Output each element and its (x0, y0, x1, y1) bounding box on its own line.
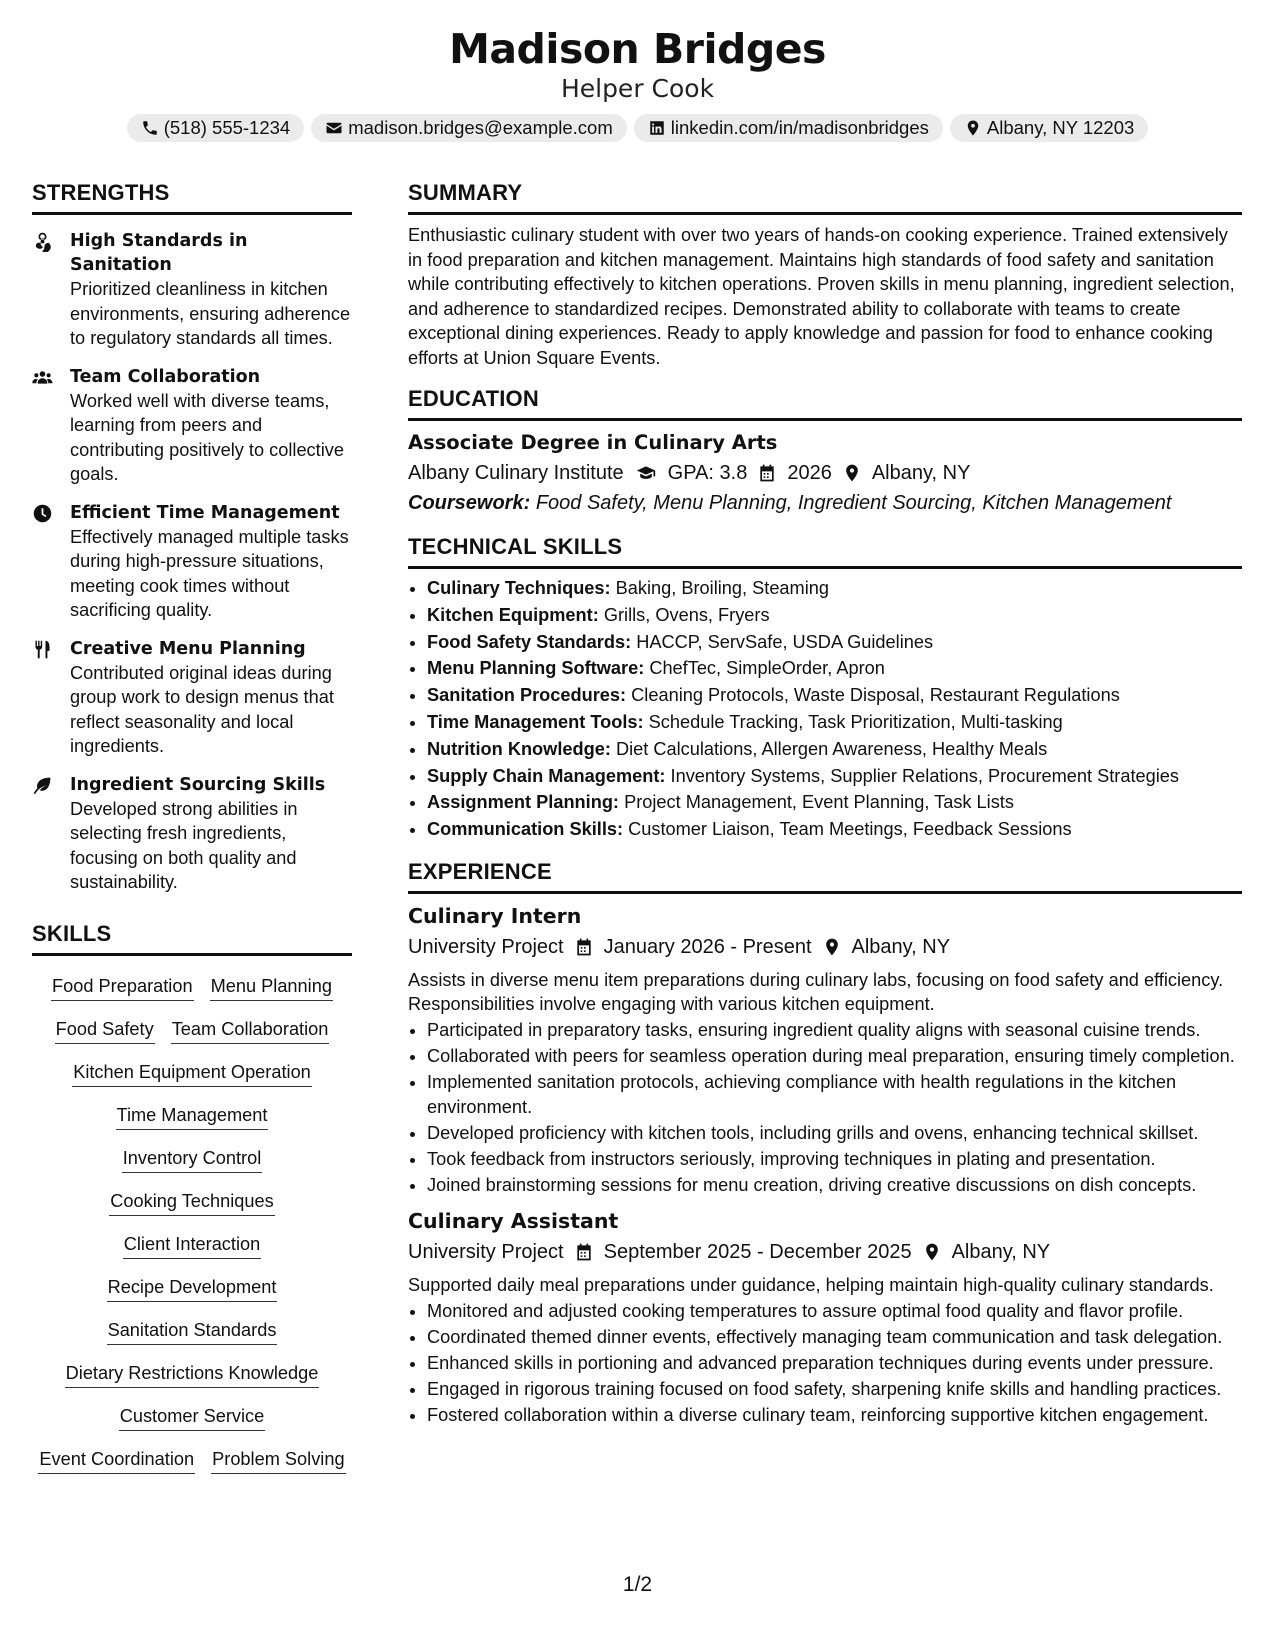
education-meta (408, 458, 1242, 488)
job-entry (408, 1207, 1242, 1428)
strengths-heading: STRENGTHS (32, 180, 352, 215)
skill-tag: Food Preparation (51, 972, 194, 1001)
job-entry (408, 902, 1242, 1198)
leaf-icon (32, 775, 53, 796)
biohazard-icon (32, 231, 53, 252)
calendar-icon (574, 937, 594, 957)
job-bullet: • Developed proficiency with kitchen tools, including grills and ovens, enhancing technical skillset. (427, 1121, 1242, 1146)
strength-title: Ingredient Sourcing Skills (70, 774, 326, 795)
technical-skills-list (408, 575, 1242, 843)
contact-location[interactable] (950, 114, 1148, 142)
job-bullet: • Engaged in rigorous training focused on food safety, sharpening knife skills and handling practices. (427, 1377, 1242, 1402)
contact-phone-text: (518) 555-1234 (163, 117, 291, 138)
strength-title: Creative Menu Planning (70, 638, 306, 659)
candidate-name: Madison Bridges (449, 25, 826, 73)
skill-tag: Food Safety (55, 1015, 155, 1044)
strength-desc: Effectively managed multiple tasks during high-pressure situations, meeting cook times without sacrificing quality. (70, 526, 349, 620)
skill-tag: Client Interaction (123, 1230, 261, 1259)
job-bullet: • Joined brainstorming sessions for menu creation, driving creative discussions on dish concepts. (427, 1173, 1242, 1198)
map-pin-icon (964, 119, 982, 137)
resume-header (0, 22, 1275, 142)
job-bullets (408, 1018, 1242, 1197)
strength-desc: Worked well with diverse teams, learning from peers and contributing positively to collective goals. (70, 390, 344, 484)
contact-email-text: madison.bridges@example.com (348, 117, 613, 138)
technical-skill-item: • Kitchen Equipment: Grills, Ovens, Fryers (427, 602, 1242, 629)
summary-heading: SUMMARY (408, 180, 1242, 215)
technical-skill-item: • Menu Planning Software: ChefTec, SimpleOrder, Apron (427, 655, 1242, 682)
contact-bar (0, 114, 1275, 142)
skill-tag: Dietary Restrictions Knowledge (65, 1359, 320, 1388)
job-location: Albany, NY (851, 935, 951, 958)
job-summary: Assists in diverse menu item preparations during culinary labs, focusing on food safety and efficiency. Responsibilities involve engaging with various kitchen equipment. (408, 969, 1224, 1015)
education-school: Albany Culinary Institute (408, 462, 624, 484)
skill-tag: Inventory Control (122, 1144, 263, 1173)
strength-desc: Contributed original ideas during group work to design menus that reflect seasonality and local ingredients. (70, 662, 334, 756)
users-icon (32, 367, 53, 388)
job-bullet: • Monitored and adjusted cooking temperatures to assure optimal food quality and flavor profile. (427, 1299, 1242, 1324)
technical-skill-item: • Sanitation Procedures: Cleaning Protocols, Waste Disposal, Restaurant Regulations (427, 682, 1242, 709)
coursework-label: Coursework: (408, 492, 531, 514)
map-pin-icon (922, 1242, 942, 1262)
strength-item (32, 501, 352, 623)
skill-tag: Customer Service (119, 1402, 266, 1431)
skills-heading: SKILLS (32, 921, 352, 956)
education-coursework (408, 488, 1242, 518)
job-meta (408, 1237, 1242, 1267)
technical-skill-item: • Nutrition Knowledge: Diet Calculations, Allergen Awareness, Healthy Meals (427, 736, 1242, 763)
linkedin-icon (648, 119, 666, 137)
right-column (408, 180, 1242, 1428)
skill-tag: Kitchen Equipment Operation (72, 1058, 312, 1087)
job-bullets (408, 1299, 1242, 1428)
job-title: Culinary Assistant (408, 1209, 619, 1234)
strength-desc: Developed strong abilities in selecting fresh ingredients, focusing on both quality and sustainability. (70, 798, 298, 892)
strength-item (32, 365, 352, 487)
job-bullet: • Fostered collaboration within a diverse culinary team, reinforcing supportive kitchen engagement. (427, 1403, 1242, 1428)
job-dates: September 2025 - December 2025 (603, 1241, 912, 1264)
education-location: Albany, NY (871, 462, 971, 484)
technical-skill-item: • Supply Chain Management: Inventory Systems, Supplier Relations, Procurement Strategies (427, 763, 1242, 790)
job-title: Culinary Intern (408, 903, 582, 928)
job-meta (408, 932, 1242, 962)
contact-phone[interactable] (127, 114, 305, 142)
summary-text: Enthusiastic culinary student with over two years of hands-on cooking experience. Trained extensively in food preparation and kitchen management. Maintains high standards of food safety and sanitation while contributing effectively to kitchen operations. Proven skills in menu planning, ingredient selection, and adherence to standardized recipes. Demonstrated ability to collaborate with teams to create exceptional dining experiences. Ready to apply knowledge and passion for food to enhance cooking efforts at Union Square Events. (408, 225, 1235, 368)
strength-item (32, 773, 352, 895)
skill-tag: Menu Planning (210, 972, 333, 1001)
skill-tag: Recipe Development (107, 1273, 278, 1302)
education-degree: Associate Degree in Culinary Arts (408, 431, 778, 454)
technical-skill-item: • Time Management Tools: Schedule Tracking, Task Prioritization, Multi-tasking (427, 709, 1242, 736)
clock-icon (32, 503, 53, 524)
education-heading: EDUCATION (408, 386, 1242, 421)
technical-skills-heading: TECHNICAL SKILLS (408, 534, 1242, 569)
skill-tag: Time Management (116, 1101, 269, 1130)
job-dates: January 2026 - Present (603, 935, 812, 958)
technical-skill-item: • Culinary Techniques: Baking, Broiling, Steaming (427, 575, 1242, 602)
contact-email[interactable] (311, 114, 627, 142)
skill-tag: Team Collaboration (171, 1015, 330, 1044)
strength-title: High Standards in Sanitation (70, 231, 248, 275)
map-pin-icon (842, 463, 862, 483)
job-location: Albany, NY (951, 1241, 1051, 1264)
contact-linkedin[interactable] (634, 114, 943, 142)
skill-tag: Problem Solving (211, 1445, 345, 1474)
strength-item (32, 637, 352, 759)
skill-tag: Event Coordination (38, 1445, 195, 1474)
calendar-icon (574, 1242, 594, 1262)
education-gpa: GPA: 3.8 (667, 462, 748, 484)
job-bullet: • Coordinated themed dinner events, effectively managing team communication and task delegation. (427, 1325, 1242, 1350)
contact-linkedin-text: linkedin.com/in/madisonbridges (670, 117, 929, 138)
job-bullet: • Enhanced skills in portioning and advanced preparation techniques during events under pressure. (427, 1351, 1242, 1376)
envelope-icon (325, 119, 343, 137)
skill-tag: Cooking Techniques (109, 1187, 274, 1216)
skills-list (32, 972, 352, 1474)
strength-item (32, 229, 352, 351)
job-bullet: • Participated in preparatory tasks, ensuring ingredient quality aligns with seasonal cuisine trends. (427, 1018, 1242, 1043)
graduation-cap-icon (634, 463, 658, 483)
coursework-text: Food Safety, Menu Planning, Ingredient Sourcing, Kitchen Management (535, 492, 1172, 514)
strength-title: Efficient Time Management (70, 502, 340, 523)
technical-skill-item: • Assignment Planning: Project Management, Event Planning, Task Lists (427, 789, 1242, 816)
utensils-icon (32, 639, 53, 660)
contact-location-text: Albany, NY 12203 (986, 117, 1135, 138)
skill-tag: Sanitation Standards (107, 1316, 278, 1345)
technical-skill-item: • Food Safety Standards: HACCP, ServSafe, USDA Guidelines (427, 629, 1242, 656)
strength-desc: Prioritized cleanliness in kitchen environments, ensuring adherence to regulatory standards all times. (70, 279, 351, 348)
job-org: University Project (408, 935, 564, 958)
phone-icon (141, 119, 159, 137)
technical-skill-item: • Communication Skills: Customer Liaison, Team Meetings, Feedback Sessions (427, 816, 1242, 843)
calendar-icon (757, 463, 777, 483)
page-number: 1/2 (622, 1573, 653, 1596)
left-column (32, 180, 352, 1474)
job-org: University Project (408, 1241, 564, 1264)
candidate-title: Helper Cook (560, 74, 715, 103)
experience-heading: EXPERIENCE (408, 859, 1242, 894)
job-summary: Supported daily meal preparations under guidance, helping maintain high-quality culinary standards. (408, 1275, 1214, 1296)
job-bullet: • Implemented sanitation protocols, achieving compliance with health regulations in the kitchen environment. (427, 1070, 1242, 1119)
job-bullet: • Collaborated with peers for seamless operation during meal preparation, ensuring timely completion. (427, 1044, 1242, 1069)
education-year: 2026 (787, 462, 832, 484)
strength-title: Team Collaboration (70, 366, 261, 387)
job-bullet: • Took feedback from instructors seriously, improving techniques in plating and presentation. (427, 1147, 1242, 1172)
map-pin-icon (822, 937, 842, 957)
